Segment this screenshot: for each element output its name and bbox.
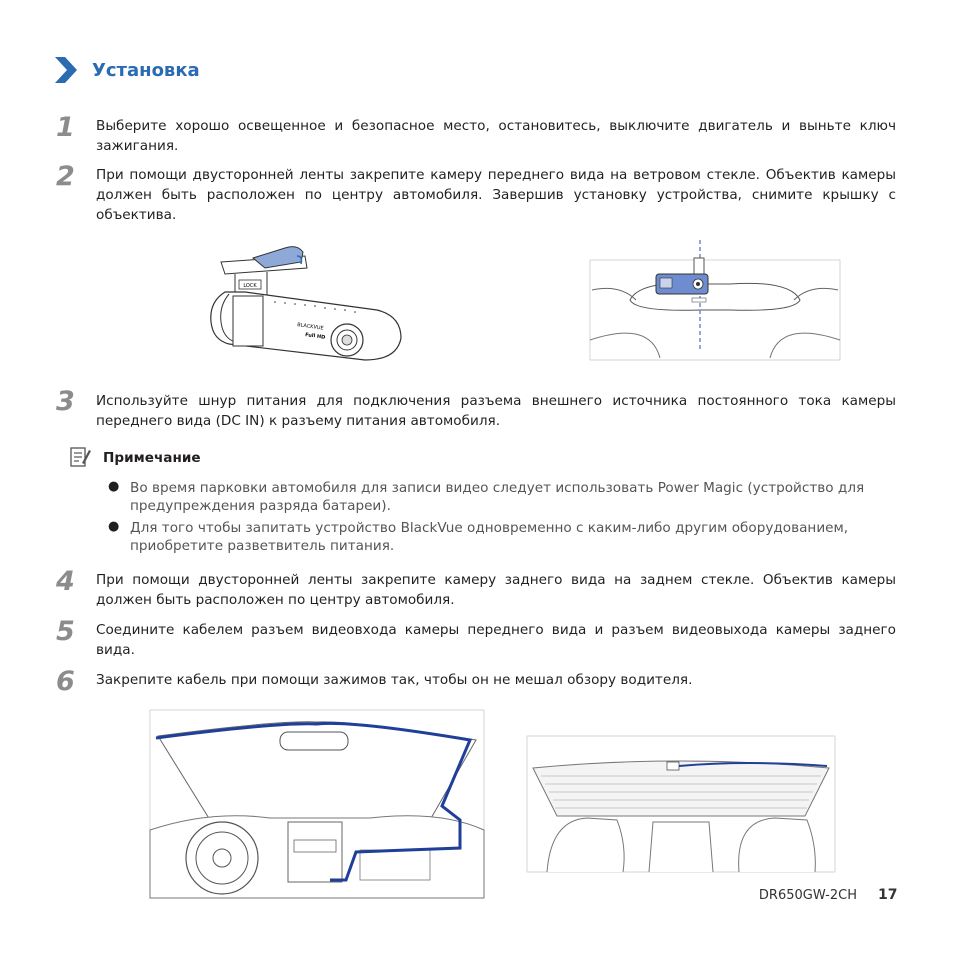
front-camera-illustration (205, 242, 405, 372)
note-icon (68, 445, 92, 469)
step-text: При помощи двусторонней ленты закрепите камеру переднего вида на ветровом стекле. Объектив камеры должен быть расположен по центру автомобиля. Завершив установку устройства, снимите крышку с объектива. (96, 167, 896, 223)
section-title: Установка (92, 60, 200, 81)
step-number: 5 (56, 616, 75, 647)
lock-label: LOCK (243, 283, 257, 289)
hd-label: Full HD (304, 332, 326, 341)
note-bullet-text: Для того чтобы запитать устройство BlackVue одновременно с каким-либо другим оборудованием, приобретите разветвитель питания. (130, 520, 849, 554)
windshield-camera-illustration (590, 240, 840, 360)
step-number: 2 (56, 161, 75, 192)
chevron-right-icon (55, 57, 77, 83)
step-number: 1 (56, 112, 75, 143)
note-title: Примечание (103, 450, 201, 466)
step-text: При помощи двусторонней ленты закрепите камеру заднего вида на заднем стекле. Объектив камеры должен быть расположен по центру автомобиля. (96, 572, 896, 608)
step-text: Закрепите кабель при помощи зажимов так, чтобы он не мешал обзору водителя. (96, 672, 693, 688)
step-number: 3 (56, 386, 75, 417)
note-bullet-text: Во время парковки автомобиля для записи видео следует использовать Power Magic (устройство для предупреждения разряда батареи). (130, 480, 865, 514)
footer-model: DR650GW-2CH (758, 888, 857, 903)
step-number: 6 (56, 666, 75, 697)
step-text: Соедините кабелем разъем видеовхода камеры переднего вида и разъем видеовыхода камеры заднего вида. (96, 622, 896, 658)
bullet-icon: ● (108, 479, 120, 494)
step-text: Используйте шнур питания для подключения разъема внешнего источника постоянного тока камеры переднего вида (DC IN) к разъему питания автомобиля. (96, 393, 896, 429)
step-number: 4 (56, 566, 75, 597)
interior-cable-illustration (150, 710, 484, 898)
rear-window-illustration (527, 736, 835, 872)
page-number: 17 (878, 887, 898, 903)
bullet-icon: ● (108, 519, 120, 534)
brand-label: BLACKVUE (296, 322, 324, 332)
step-text: Выберите хорошо освещенное и безопасное место, остановитесь, выключите двигатель и выньте ключ зажигания. (96, 118, 896, 154)
